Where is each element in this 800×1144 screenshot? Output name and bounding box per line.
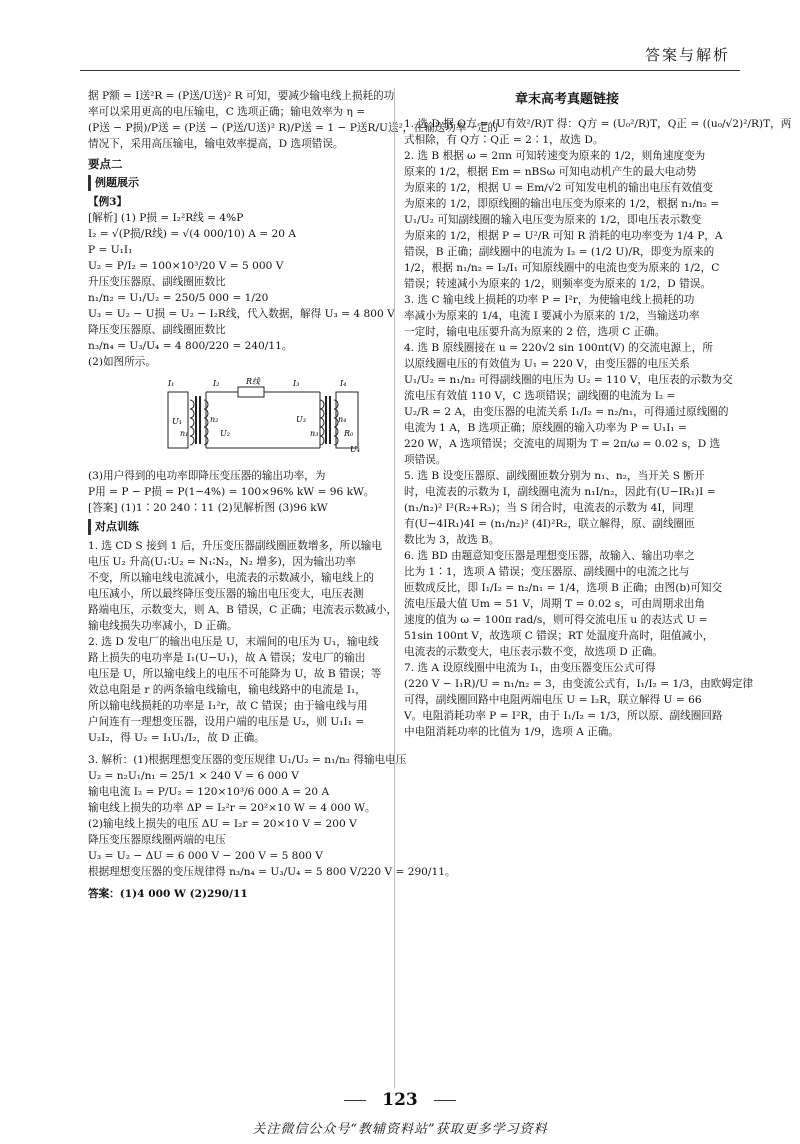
left-text-line: 输电电流 I₂ = P/U₂ = 120×10³/6 000 A = 20 A xyxy=(88,786,330,798)
left-text-line: 据 P额 = I送²R = (P送/U送)² R 可知，要减少输电线上损耗的功 xyxy=(88,90,395,102)
right-text-line: 电流为 1 A，B 选项正确；原线圈的输入功率为 P = U₁I₁ = xyxy=(404,422,687,434)
column-divider xyxy=(394,88,395,1088)
left-text-line: U₃ = U₂ − U损 = U₂ − I₂R线，代入数据，解得 U₃ = 4 800 V xyxy=(88,308,395,320)
coil-n3-turn-0 xyxy=(320,400,324,409)
right-text-line: 51sin 100πt V，故选项 C 错误；RT 处温度升高时，阻值减小， xyxy=(404,630,714,642)
left-text-line: U₂I₂，得 U₂ = I₁U₁/I₂，故 D 正确。 xyxy=(88,732,265,744)
circuit-label-2: R线 xyxy=(246,377,261,386)
circuit-label-7: n₂ xyxy=(210,415,219,424)
left-text-line: 2. 选 D 发电厂的输出电压是 U，末端间的电压为 U₁，输电线 xyxy=(88,636,379,648)
line-resistor xyxy=(238,387,264,397)
left-text-line: n₃/n₄ = U₃/U₄ = 4 800/220 = 240/11。 xyxy=(88,340,293,352)
right-text-line: 式相除，有 Q方∶Q正 = 2∶1，故选 D。 xyxy=(404,134,604,146)
circuit-label-4: I₄ xyxy=(340,379,347,388)
right-text-line: 错误；转速减小为原来的 1/2，则频率变为原来的 1/2，D 错误。 xyxy=(404,278,711,290)
right-text-line: 项错误。 xyxy=(404,454,447,466)
coil-n1-turn-2 xyxy=(190,418,194,427)
coil-n1-turn-0 xyxy=(190,400,194,409)
right-text-line: 1. 选 D 据 Q方 = (U有效²/R)T 得：Q方 = (U₀²/R)T，Q正 = ((u₀/√2)²/R)T，两 xyxy=(404,118,792,130)
right-text-line: 220 W，A 选项错误；交流电的周期为 T = 2π/ω = 0.02 s，D 选 xyxy=(404,438,721,450)
right-text-line: U₁/U₂ = n₁/n₂ 可得副线圈的电压为 U₂ = 110 V，电压表的示数为交 xyxy=(404,374,733,386)
circuit-label-0: I₁ xyxy=(168,379,175,388)
left-text-line: [答案] (1)1∶20 240∶11 (2)见解析图 (3)96 kW xyxy=(88,502,328,514)
coil-n1-turn-4 xyxy=(190,436,194,445)
left-text-line: 户间连有一理想变压器，设用户端的电压是 U₂，则 U₁I₁ = xyxy=(88,716,365,728)
left-text-line: 【例3】 xyxy=(88,196,128,208)
left-text-line: n₁/n₂ = U₁/U₂ = 250/5 000 = 1/20 xyxy=(88,292,269,304)
left-text-line: 3. 解析：(1)根据理想变压器的变压规律 U₁/U₂ = n₁/n₂ 得输电电压 xyxy=(88,754,407,766)
left-text-line: 答案：(1)4 000 W (2)290/11 xyxy=(88,888,248,900)
page-number-dash-right xyxy=(434,1100,456,1101)
circuit-label-1: I₂ xyxy=(213,379,220,388)
left-text-line: 情况下，采用高压输电，输电效率提高，D 选项错误。 xyxy=(88,138,344,150)
page-number xyxy=(0,1090,800,1110)
left-text-line: 路上损失的电功率是 I₁(U−U₁)，故 A 错误；发电厂的输出 xyxy=(88,652,366,664)
right-text-line: V。电阻消耗功率 P = I²R，由于 I₁/I₂ = 1/3，所以原、副线圈回路 xyxy=(404,710,723,722)
left-text-line: (2)输电线上损失的电压 ΔU = I₂r = 20×10 V = 200 V xyxy=(88,818,357,830)
left-text-line: P用 = P − P损 = P(1−4%) = 100×96% kW = 96 kW。 xyxy=(88,486,375,498)
coil-n3-turn-3 xyxy=(320,427,324,436)
left-text-line: (3)用户得到的电功率即降压变压器的输出功率，为 xyxy=(88,470,326,482)
circuit-label-11: n₄ xyxy=(338,415,347,424)
left-text-line: 输电线上损失的功率 ΔP = I₂²r = 20²×10 W = 4 000 W。 xyxy=(88,802,376,814)
left-heading: 要点二 xyxy=(88,157,123,171)
circuit-label-3: I₃ xyxy=(293,379,300,388)
coil-n3-turn-1 xyxy=(320,409,324,418)
left-text-line: 降压变压器原、副线圈匝数比 xyxy=(88,324,226,336)
right-text-line: 2. 选 B 根据 ω = 2πn 可知转速变为原来的 1/2，则角速度变为 xyxy=(404,150,706,162)
right-text-line: 数比为 3，故选 B。 xyxy=(404,534,500,546)
right-text-line: 电流表的示数变大，电压表示数不变，故选项 D 正确。 xyxy=(404,646,663,658)
left-text-line: U₂ = P/I₂ = 100×10³/20 V = 5 000 V xyxy=(88,260,284,272)
left-text-line: [解析] (1) P损 = I₂²R线 = 4%P xyxy=(88,212,244,224)
page-number-value: 123 xyxy=(382,1090,418,1110)
right-text-line: 匝数成反比，即 I₁/I₂ = n₂/n₁ = 1/4，选项 B 正确；由图(b)可知交 xyxy=(404,582,723,594)
circuit-label-6: n₁ xyxy=(180,429,189,438)
right-text-line: 可得，副线圈回路中电阻两端电压 U = I₂R，联立解得 U = 66 xyxy=(404,694,702,706)
right-text-line: 流电压有效值 110 V，C 选项错误；副线圈的电流为 I₂ = xyxy=(404,390,676,402)
right-text-line: 原来的 1/2，根据 Em = nBSω 可知电动机产生的最大电动势 xyxy=(404,166,697,178)
circuit-label-9: U₃ xyxy=(296,415,306,424)
left-text-line: P = U₁I₁ xyxy=(88,244,133,256)
right-text-line: (n₁/n₂)² I²(R₂+R₃)；当 S 闭合时，电流表的示数为 4I，同理 xyxy=(404,502,694,514)
right-text-line: 流电压最大值 Um = 51 V，周期 T = 0.02 s，可由周期求出角 xyxy=(404,598,705,610)
left-text-line: I₂ = √(P损/R线) = √(4 000/10) A = 20 A xyxy=(88,228,297,240)
circuit-diagram xyxy=(88,374,388,464)
right-text-line: 以原线圈电压的有效值为 U₁ = 220 V，由变压器的电压关系 xyxy=(404,358,690,370)
left-text-line: 所以输电线损耗的功率是 I₁²r，故 C 错误；由于输电线与用 xyxy=(88,700,368,712)
circuit-label-8: U₂ xyxy=(220,429,230,438)
right-text-line: 比为 1∶1，选项 A 错误；变压器原、副线圈中的电流之比与 xyxy=(404,566,690,578)
right-text-line: 7. 选 A 设原线圈中电流为 I₁，由变压器变压公式可得 xyxy=(404,662,656,674)
left-text-line: 输电线损失功率减小，D 正确。 xyxy=(88,620,238,632)
header-rule xyxy=(80,70,740,71)
left-text-line: U₂ = n₂U₁/n₁ = 25/1 × 240 V = 6 000 V xyxy=(88,770,299,782)
left-text-line: (P送 − P损)/P送 = (P送 − (P送/U送)² R)/P送 = 1 − P送R/U送²，在输送功率一定的 xyxy=(88,122,499,134)
right-column xyxy=(404,88,792,740)
left-text-line: (2)如图所示。 xyxy=(88,356,156,368)
footer-note: 关注微信公众号“教辅资料站”获取更多学习资料 xyxy=(252,1122,548,1137)
right-text-line: 时，电流表的示数为 I，副线圈电流为 n₁I/n₂，因此有(U−IR₁)I = xyxy=(404,486,716,498)
left-text-line: 1. 选 CD S 接到 1 后，升压变压器副线圈匝数增多，所以输电 xyxy=(88,540,382,552)
coil-n1-turn-1 xyxy=(190,409,194,418)
left-text-line: 不变，所以输电线电流减小，电流表的示数减小，输电线上的 xyxy=(88,572,375,584)
left-text-line: U₃ = U₂ − ΔU = 6 000 V − 200 V = 5 800 V xyxy=(88,850,323,862)
right-text-line: 3. 选 C 输电线上损耗的功率 P = I²r，为使输电线上损耗的功 xyxy=(404,294,695,306)
circuit-label-13: U₄ xyxy=(350,445,360,454)
right-text-line: (220 V − I₁R)/U = n₁/n₂ = 3，由变流公式有，I₁/I₂ = 1/3，由欧姆定律 xyxy=(404,678,754,690)
coil-n3-turn-2 xyxy=(320,418,324,427)
right-text-line: 为原来的 1/2，即原线圈的输出电压变为原来的 1/2，根据 n₁/n₂ = xyxy=(404,198,720,210)
left-text-line: 电压 U₂ 升高(U₁∶U₂ = N₁∶N₂，N₂ 增多)，因为输出功率 xyxy=(88,556,356,568)
right-text-line: U₂/R = 2 A，由变压器的电流关系 I₁/I₂ = n₂/n₁，可得通过原线圈的 xyxy=(404,406,729,418)
left-heading: 对点训练 xyxy=(88,519,388,535)
header-title: 答案与解析 xyxy=(644,46,730,64)
right-text-line: 为原来的 1/2，根据 U = Em/√2 可知发电机的输出电压有效值变 xyxy=(404,182,713,194)
right-text-line: 有(U−4IR₁)4I = (n₁/n₂)² (4I)²R₂，联立解得，原、副线圈匝 xyxy=(404,518,695,530)
left-text-line: 路端电压，示数变大，则 A、B 错误，C 正确；电流表示数减小， xyxy=(88,604,398,616)
right-text-line: 一定时，输电电压要升高为原来的 2 倍，选项 C 正确。 xyxy=(404,326,666,338)
right-text-line: 为原来的 1/2，根据 P = U²/R 可知 R 消耗的电功率变为 1/4 P，A xyxy=(404,230,723,242)
left-text-line: 电压是 U，所以输电线上的电压不可能降为 U，故 B 错误；等 xyxy=(88,668,382,680)
right-text-line: 错误，B 正确；副线圈中的电流为 I₂ = (1/2 U)/R，即变为原来的 xyxy=(404,246,715,258)
left-text-line: 效总电阻是 r 的两条输电线输电，输电线路中的电流是 I₁， xyxy=(88,684,366,696)
left-text-line: 率可以采用更高的电压输电，C 选项正确；输电效率为 η = xyxy=(88,106,366,118)
left-text-line: 电压减小，所以最终降压变压器的输出电压变大，电压表测 xyxy=(88,588,364,600)
coil-n3-turn-4 xyxy=(320,436,324,445)
page-header xyxy=(80,44,740,68)
right-text-line: 中电阻消耗功率的比值为 1/9，选项 A 正确。 xyxy=(404,726,619,738)
left-text-line: 根据理想变压器的变压规律得 n₃/n₄ = U₃/U₄ = 5 800 V/220 V = 290/11。 xyxy=(88,866,456,878)
right-text-line: 6. 选 BD 由题意知变压器是理想变压器，故输入、输出功率之 xyxy=(404,550,695,562)
circuit-figure xyxy=(88,374,388,464)
left-text-line: 降压变压器原线圈两端的电压 xyxy=(88,834,226,846)
circuit-label-10: n₃ xyxy=(310,429,319,438)
right-text-line: 速度的值为 ω = 100π rad/s，则可得交流电压 u 的表达式 U = xyxy=(404,614,708,626)
circuit-label-5: U₁ xyxy=(172,417,182,426)
right-text-line: 1/2，根据 n₁/n₂ = I₂/I₁ 可知原线圈中的电流也变为原来的 1/2，C xyxy=(404,262,720,274)
right-text-line: 4. 选 B 原线圈接在 u = 220√2 sin 100πt(V) 的交流电源上，所 xyxy=(404,342,713,354)
right-text-line: 5. 选 B 设变压器原、副线圈匝数分别为 n₁、n₂，当开关 S 断开 xyxy=(404,470,705,482)
right-text-line: 章末高考真题链接 xyxy=(514,92,619,107)
coil-n1-turn-3 xyxy=(190,427,194,436)
right-text-line: 率减小为原来的 1/4，电流 I 要减小为原来的 1/2，当输送功率 xyxy=(404,310,700,322)
left-text-line: 升压变压器原、副线圈匝数比 xyxy=(88,276,226,288)
right-text-line: U₁/U₂ 可知副线圈的输入电压变为原来的 1/2，即电压表示数变 xyxy=(404,214,702,226)
circuit-label-12: R₀ xyxy=(344,429,354,438)
left-heading: 例题展示 xyxy=(88,175,388,191)
page-number-dash-left xyxy=(344,1100,366,1101)
